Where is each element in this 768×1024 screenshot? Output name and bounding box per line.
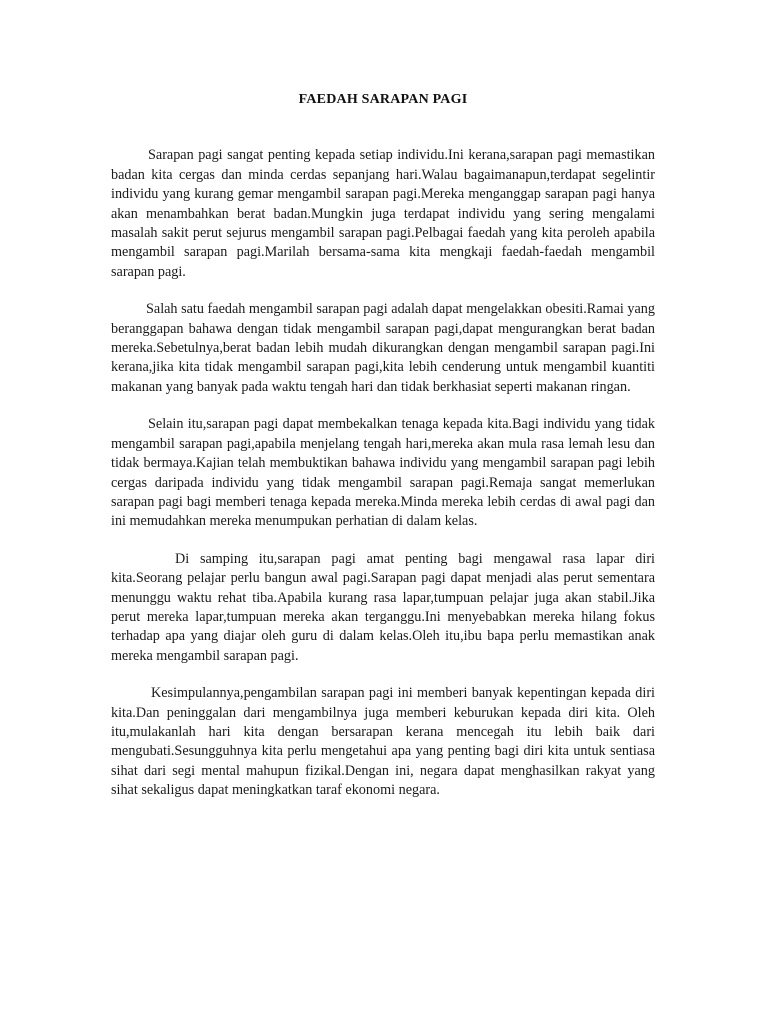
- paragraph-energy: Selain itu,sarapan pagi dapat membekalkan tenaga kepada kita.Bagi individu yang tidak mengambil sarapan pagi,apabila menjelang tengah hari,mereka akan mula rasa lemah lesu dan tidak bermaya.Kajian telah membuktikan bahawa individu yang mengambil sarapan pagi lebih cergas daripada individu yang tidak mengambil sarapan pagi.Remaja sangat memerlukan sarapan pagi bagi memberi tenaga kepada mereka.Minda mereka lebih cerdas di awal pagi dan ini memudahkan mereka menumpukan perhatian di dalam kelas.: [111, 416, 655, 530]
- paragraph-obesity: Salah satu faedah mengambil sarapan pagi adalah dapat mengelakkan obesiti.Ramai yang beranggapan bahawa dengan tidak mengambil sarapan pagi,dapat mengurangkan berat badan mereka.Sebetulnya,berat badan lebih mudah dikurangkan dengan mengambil sarapan pagi.Ini kerana,jika kita tidak mengambil sarapan pagi,kita lebih cenderung untuk mengambil kuantiti makanan yang banyak pada waktu tengah hari dan tidak berkhasiat seperti makanan ringan.: [111, 301, 655, 395]
- paragraph-conclusion: Kesimpulannya,pengambilan sarapan pagi ini memberi banyak kepentingan kepada diri kita.Dan peninggalan dari mengambilnya juga memberi keburukan kepada diri kita. Oleh itu,mulakanlah hari kita dengan bersarapan kerana mencegah itu lebih baik dari mengubati.Sesungguhnya kita perlu mengetahui apa yang penting bagi diri kita untuk sentiasa sihat dari segi mental mahupun fizikal.Dengan ini, negara dapat menghasilkan rakyat yang sihat sekaligus dapat meningkatkan taraf ekonomi negara.: [111, 685, 655, 799]
- document-body: [111, 90, 655, 819]
- paragraph-hunger-control: Di samping itu,sarapan pagi amat penting bagi mengawal rasa lapar diri kita.Seorang pelajar perlu bangun awal pagi.Sarapan pagi dapat menjadi alas perut sementara menunggu waktu rehat tiba.Apabila kurang rasa lapar,tumpuan pelajar juga akan stabil.Jika perut mereka lapar,tumpuan mereka akan terganggu.Ini menyebabkan mereka hilang fokus terhadap apa yang diajar oleh guru di dalam kelas.Oleh itu,ibu bapa perlu memastikan anak mereka mengambil sarapan pagi.: [111, 550, 655, 664]
- document-title: FAEDAH SARAPAN PAGI: [298, 92, 468, 107]
- paragraph-introduction: Sarapan pagi sangat penting kepada setiap individu.Ini kerana,sarapan pagi memastikan badan kita cergas dan minda cerdas sepanjang hari.Walau bagaimanapun,terdapat segelintir individu yang kurang gemar mengambil sarapan pagi.Mereka menganggap sarapan pagi hanya akan menambahkan berat badan.Mungkin juga terdapat individu yang sering mengalami masalah sakit perut sejurus mengambil sarapan pagi.Pelbagai faedah yang kita peroleh apabila mengambil sarapan pagi.Marilah bersama-sama kita mengkaji faedah-faedah mengambil sarapan pagi.: [111, 147, 655, 280]
